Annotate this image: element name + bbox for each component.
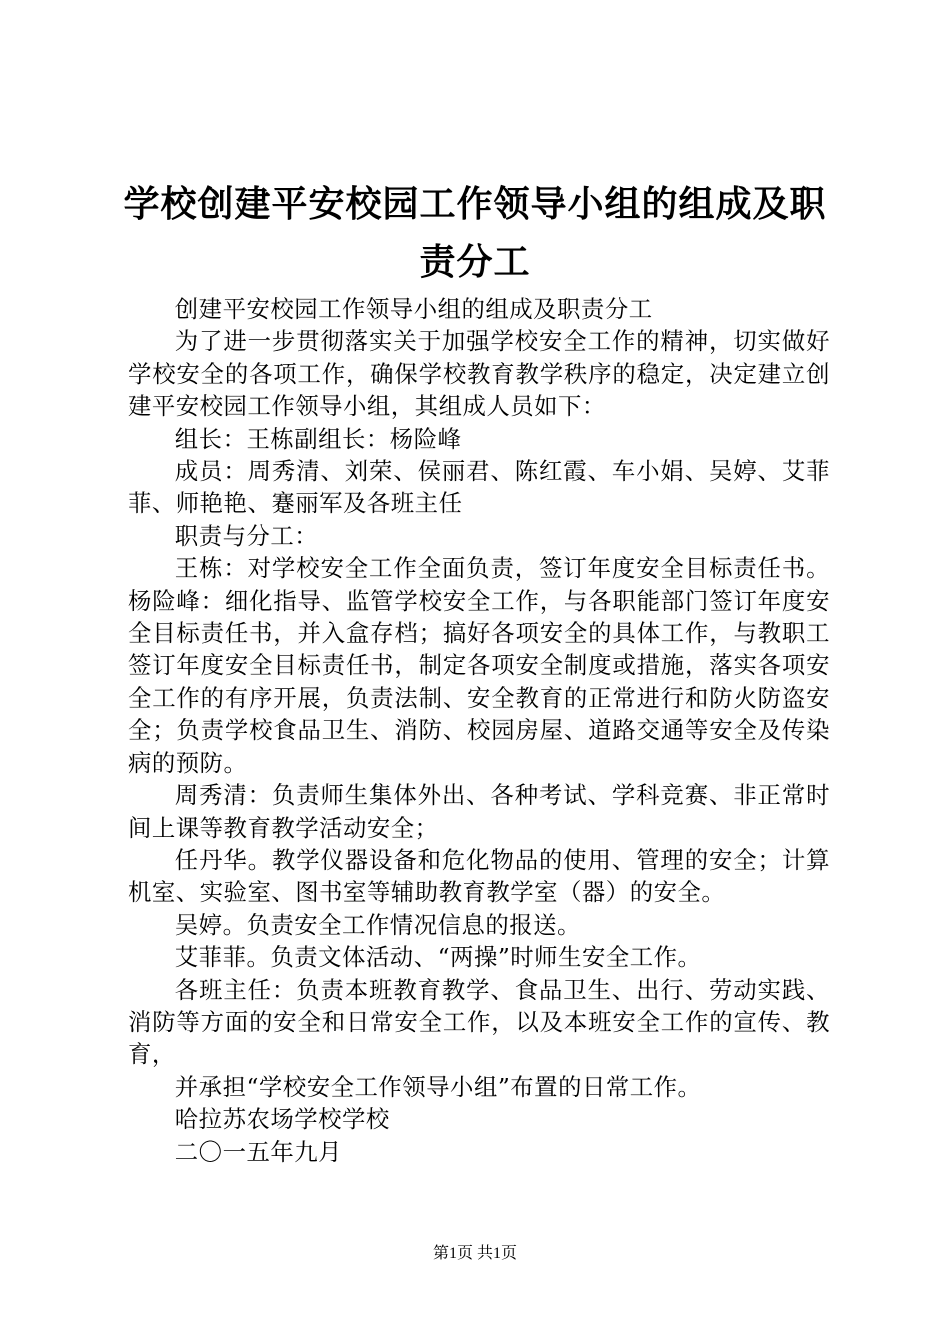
paragraph-duty-wuting: 吴婷。负责安全工作情况信息的报送。 (174, 910, 581, 939)
paragraph-signature-date: 二〇一五年九月 (174, 1137, 343, 1166)
paragraph-duty-rendanhua: 任丹华。教学仪器设备和危化物品的使用、管理的安全；计算机室、实验室、图书室等辅助教育教学室（器）的安全。 (128, 845, 830, 907)
paragraph-members: 成员：周秀清、刘荣、侯丽君、陈红霞、车小娟、吴婷、艾菲菲、师艳艳、蹇丽军及各班主任 (128, 457, 830, 518)
document-title: 学校创建平安校园工作领导小组的组成及职责分工 (123, 184, 827, 283)
page-number-footer: 第1页 共1页 (432, 1245, 517, 1262)
paragraph-subtitle: 创建平安校园工作领导小组的组成及职责分工 (174, 295, 653, 323)
paragraph-duty-zhouxiuqing: 周秀清：负责师生集体外出、各种考试、学科竞赛、非正常时间上课等教育教学活动安全； (128, 781, 830, 842)
paragraph-duties-heading: 职责与分工： (174, 521, 319, 550)
paragraph-duty-class-teachers: 各班主任：负责本班教育教学、食品卫生、出行、劳动实践、消防等方面的安全和日常安全工作，以及本班安全工作的宣传、教育， (128, 975, 830, 1069)
paragraph-leaders: 组长：王栋副组长：杨险峰 (174, 424, 462, 453)
paragraph-duty-wangdong: 王栋：对学校安全工作全面负责，签订年度安全目标责任书。杨险峰：细化指导、监管学校安全工作，与各职能部门签订年度安全目标责任书，并入盒存档；搞好各项安全的具体工作，与教职工签订年度安全目标责任书，制定各项安全制度或措施，落实各项安全工作的有序开展，负责法制、安全教育的正常进行和防火防盗安全；负责学校食品卫生、消防、校园房屋、道路交通等安全及传染病的预防。 (128, 554, 830, 777)
paragraph-daily-work: 并承担“学校安全工作领导小组”布置的日常工作。 (174, 1072, 702, 1101)
paragraph-signature-school: 哈拉苏农场学校学校 (174, 1105, 390, 1134)
paragraph-duty-aifeifei: 艾菲菲。负责文体活动、“两操”时师生安全工作。 (174, 943, 702, 972)
document-body (128, 293, 830, 1168)
paragraph-intro: 为了进一步贯彻落实关于加强学校安全工作的精神，切实做好学校安全的各项工作，确保学校教育教学秩序的稳定，决定建立创建平安校园工作领导小组，其组成人员如下： (128, 327, 830, 421)
